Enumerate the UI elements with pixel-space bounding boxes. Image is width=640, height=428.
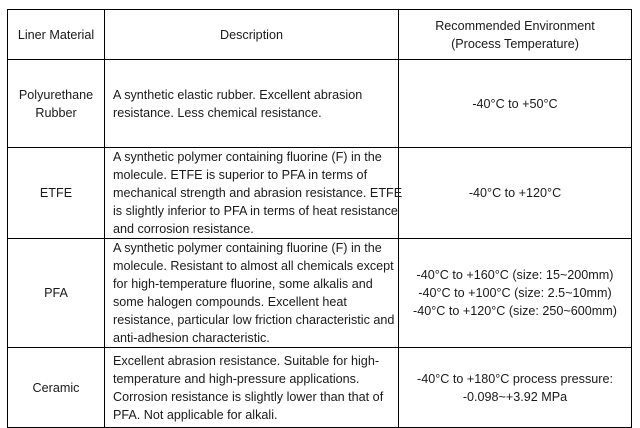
table-row-polyurethane-rubber	[8, 60, 632, 148]
description-line: resistance. Less chemical resistance.	[113, 105, 322, 120]
header-recommended-environment	[399, 10, 632, 60]
description-line: Corrosion resistance is slightly lower than that of	[113, 389, 384, 404]
cell-environment	[399, 60, 632, 148]
description-line: is slightly inferior to PFA in terms of heat resistance	[113, 204, 398, 218]
cell-description	[105, 60, 399, 148]
description-line: PFA. Not applicable for alkali.	[113, 407, 278, 422]
description-line: anti-adhesion characteristic.	[113, 331, 270, 345]
header-liner-material-label: Liner Material	[17, 27, 95, 42]
description-line: temperature and high-pressure applications.	[113, 371, 360, 386]
table-row-pfa	[8, 239, 632, 348]
liner-material-table-container	[7, 9, 631, 422]
environment-line: -0.098~+3.92 MPa	[462, 389, 568, 404]
description-line: molecule. ETFE is superior to PFA in terms of	[113, 168, 368, 182]
cell-material	[8, 60, 105, 148]
cell-environment	[399, 239, 632, 348]
table-row-ceramic	[8, 348, 632, 428]
description-line: Excellent abrasion resistance. Suitable for high-	[113, 353, 380, 368]
material-line: Ceramic	[32, 380, 80, 395]
material-line: ETFE	[39, 186, 73, 200]
description-line: for high-temperature fluorine, some alkalis and	[113, 277, 373, 291]
table-header-row	[8, 10, 632, 60]
header-environment-line-2: (Process Temperature)	[451, 36, 579, 51]
liner-material-table	[7, 9, 632, 428]
cell-material	[8, 348, 105, 428]
cell-environment	[399, 348, 632, 428]
description-line: A synthetic elastic rubber. Excellent abrasion	[113, 87, 363, 102]
description-line: mechanical strength and abrasion resistance. ETFE	[113, 186, 403, 200]
environment-line: -40°C to +50°C	[472, 96, 558, 111]
table-row-etfe	[8, 148, 632, 239]
cell-description	[105, 348, 399, 428]
description-line: molecule. Resistant to almost all chemicals except	[113, 259, 394, 273]
cell-environment	[399, 148, 632, 239]
cell-material	[8, 239, 105, 348]
material-line: PFA	[44, 286, 68, 300]
environment-line: -40°C to +120°C (size: 250~600mm)	[413, 304, 617, 318]
environment-line: -40°C to +120°C	[468, 186, 562, 200]
header-environment-line-1: Recommended Environment	[435, 18, 595, 33]
material-line: Polyurethane	[18, 87, 94, 102]
material-line: Rubber	[35, 105, 77, 120]
description-line: and corrosion resistance.	[113, 222, 254, 236]
cell-material	[8, 148, 105, 239]
environment-line: -40°C to +160°C (size: 15~200mm)	[416, 268, 614, 282]
description-line: some halogen compounds. Excellent heat	[113, 295, 347, 309]
environment-line: -40°C to +180°C process pressure:	[417, 371, 613, 386]
header-description	[105, 10, 399, 60]
cell-description	[105, 239, 399, 348]
header-liner-material	[8, 10, 105, 60]
cell-description	[105, 148, 403, 239]
description-line: resistance, particular low friction characteristic and	[113, 313, 395, 327]
description-line: A synthetic polymer containing fluorine (F) in the	[113, 150, 382, 164]
header-description-label: Description	[220, 27, 283, 42]
description-line: A synthetic polymer containing fluorine (F) in the	[113, 241, 382, 255]
environment-line: -40°C to +100°C (size: 2.5~10mm)	[418, 286, 612, 300]
